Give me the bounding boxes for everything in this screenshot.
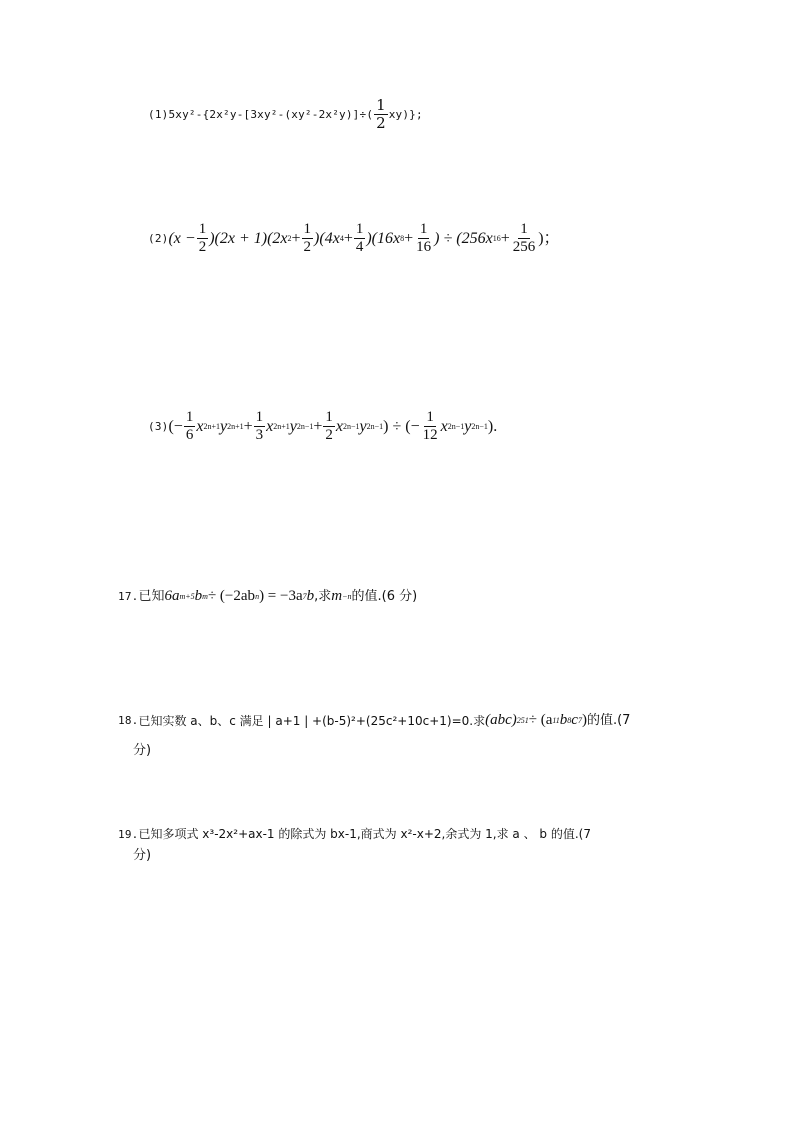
question-17-number: 17.: [118, 590, 139, 603]
question-19-number: 19.: [118, 827, 139, 841]
problem-2-label: (2): [148, 232, 169, 245]
problem-1-fraction: $\frac{1}{2}$: [376, 96, 386, 132]
question-18-text: 已知实数 a、b、c 满足 | a+1 | +(b-5)²+(25c²+10c+1)=0.求: [138, 713, 486, 728]
question-18-equation: (abc) 251 ÷ (a 11 b 8 c 7 ): [485, 712, 587, 728]
problem-1-label: (1): [148, 108, 169, 121]
problem-3-label: (3): [148, 420, 169, 433]
problem-3: (3) (− $\frac{1}{6}$ x 2n+1 y 2n+1 + $\frac{1}{3}$ x 2n+1 y 2n−1 + $\frac{1}{2}$ x 2n−1 y 2n−1 ) ÷ (− $\frac{1}{12}$ x 2n−1 y 2n−1 ).: [148, 409, 498, 443]
question-18-continuation: 分): [133, 743, 152, 758]
problem-3-fraction-1: $\frac{1}{6}$: [185, 409, 194, 443]
problem-2-fraction-4: $\frac{1}{16}$: [416, 221, 432, 255]
problem-1: [148, 98, 423, 131]
problem-3-fraction-2: $\frac{1}{3}$: [255, 409, 264, 443]
question-17-equation: 6a m+5 b m ÷ (−2ab n ) = −3a 7 b: [164, 588, 315, 604]
problem-3-fraction-4: $\frac{1}{12}$: [422, 409, 438, 443]
question-18-number: 18.: [118, 714, 139, 727]
problem-2-fraction-2: $\frac{1}{2}$: [303, 221, 312, 255]
question-17: 17. 已知 6a m+5 b m ÷ (−2ab n ) = −3a 7 b ,求 m −n 的值.(6 分): [118, 588, 418, 604]
problem-1-expression-start: 5xy²-{2x²y-[3xy²-(xy²-2x²y)]÷(: [168, 108, 374, 121]
problem-2-fraction-3: $\frac{1}{4}$: [355, 221, 364, 255]
problem-3-fraction-3: $\frac{1}{2}$: [325, 409, 333, 443]
question-18: 18. 已知实数 a、b、c 满足 | a+1 | +(b-5)²+(25c²+10c+1)=0.求 (abc) 251 ÷ (a 11 b 8 c 7 ) 的值.(7: [118, 712, 631, 728]
problem-2-fraction-5: $\frac{1}{256}$: [512, 221, 536, 255]
question-19: [118, 828, 591, 840]
problem-2: (2) (x − $\frac{1}{2}$ )(2x + 1)(2x 2 + $\frac{1}{2}$ )(4x 4 + $\frac{1}{4}$ )(16x 8 + $\frac{1}{16}$ ) ÷ (256x 16 + $\frac{1}{256}$ )；: [148, 221, 560, 255]
question-19-text: 已知多项式 x³-2x²+ax-1 的除式为 bx-1,商式为 x²-x+2,余式为 1,求 a 、 b 的值.(7: [138, 827, 591, 841]
question-19-continuation: 分): [133, 848, 152, 863]
problem-2-fraction-1: $\frac{1}{2}$: [198, 221, 207, 255]
problem-1-expression-end: xy)};: [388, 108, 423, 121]
